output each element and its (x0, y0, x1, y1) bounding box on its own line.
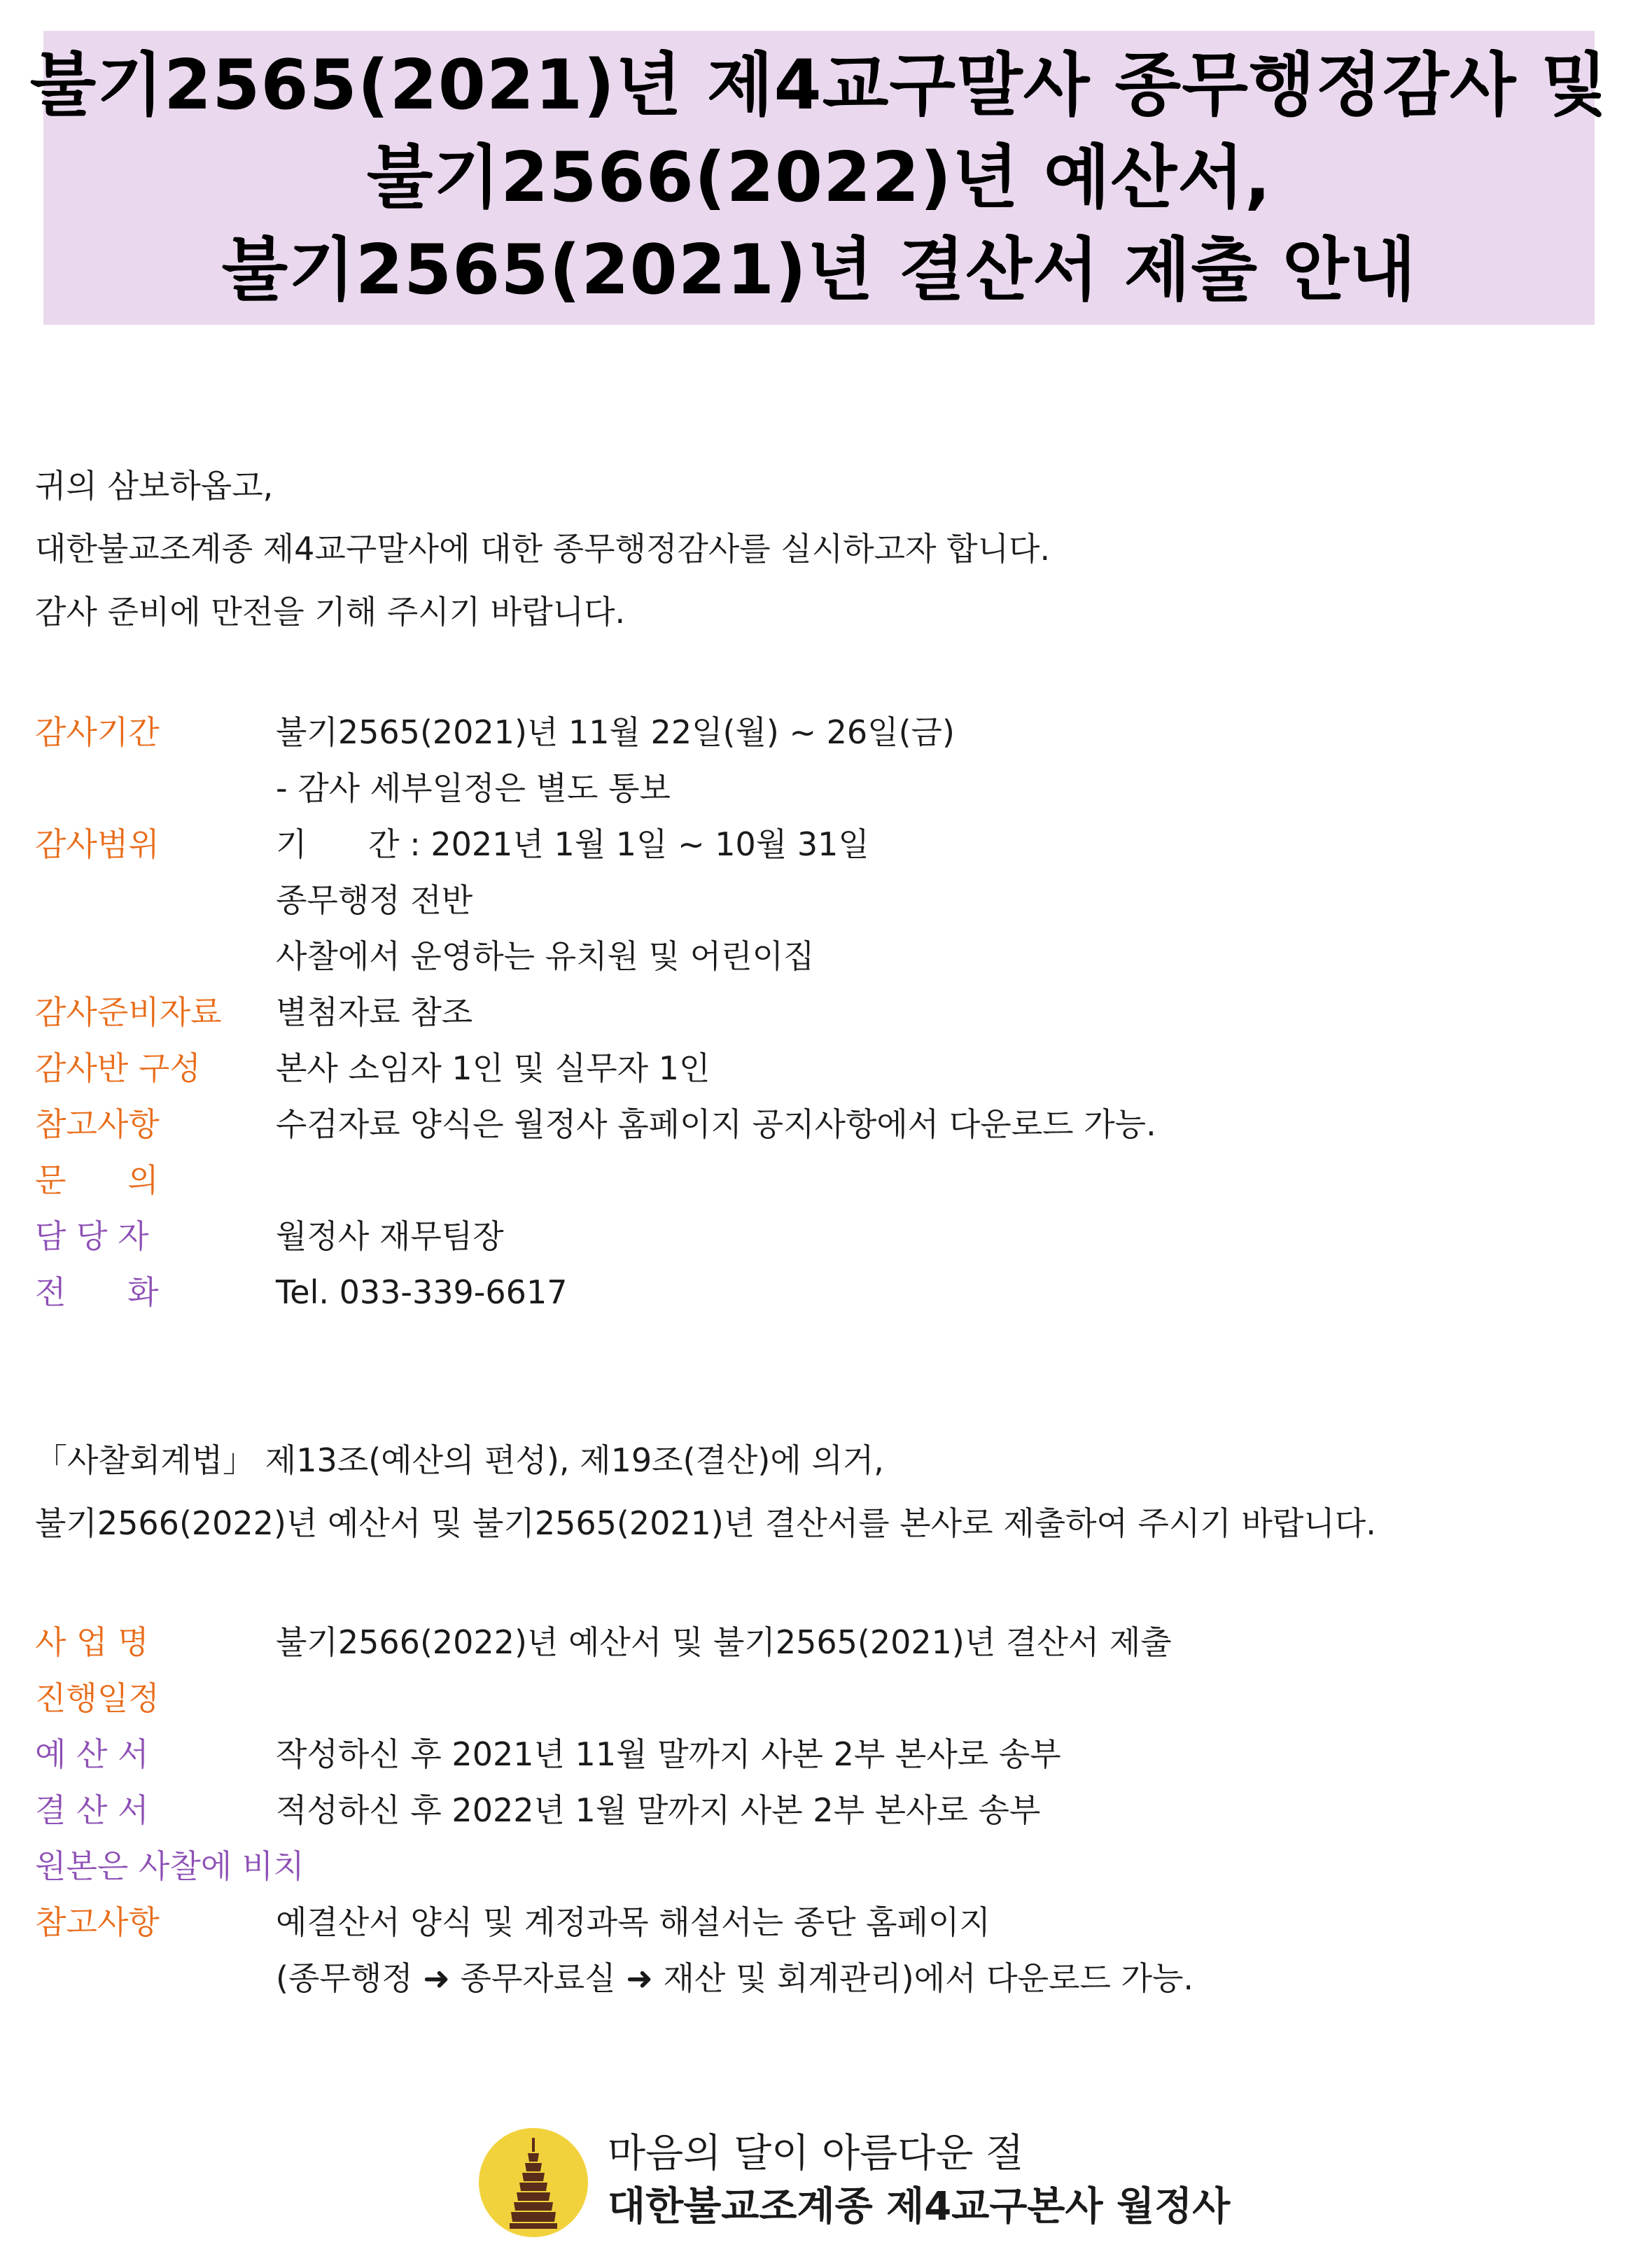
audit-notes-label: 참고사항 (35, 1105, 160, 1143)
audit-team-value: 본사 소임자 1인 및 실무자 1인 (276, 1049, 710, 1087)
audit-contact-value: 월정사 재무팀장 (276, 1217, 504, 1255)
audit-scope-line-2: 종무행정 전반 (276, 881, 473, 919)
footer-org: 대한불교조계종 제4교구본사 월정사 (608, 2184, 1231, 2230)
budget-settlement-label: 결 산 서 (35, 1791, 149, 1829)
audit-materials-label: 감사준비자료 (35, 993, 222, 1031)
intro-line-2: 대한불교조계종 제4교구말사에 대한 종무행정감사를 실시하고자 합니다. (35, 530, 1051, 568)
budget-settlement-value: 적성하신 후 2022년 1월 말까지 사본 2부 본사로 송부 (276, 1791, 1041, 1829)
title-line-1: 불기2565(2021)년 제4교구말사 종무행정감사 및 (29, 46, 1609, 125)
budget-intro-line-1: 「사찰회계법」 제13조(예산의 편성), 제19조(결산)에 의거, (35, 1441, 884, 1479)
budget-notes-label: 참고사항 (35, 1903, 160, 1941)
audit-notes-value: 수검자료 양식은 월정사 홈페이지 공지사항에서 다운로드 가능. (276, 1105, 1156, 1143)
intro-line-1: 귀의 삼보하옵고, (35, 467, 274, 505)
audit-scope-line-3: 사찰에서 운영하는 유치원 및 어린이집 (276, 937, 815, 975)
budget-notes-line-2: (종무행정 ➜ 종무자료실 ➜ 재산 및 회계관리)에서 다운로드 가능. (276, 1959, 1194, 1997)
budget-original-note: 원본은 사찰에 비치 (35, 1847, 304, 1885)
audit-period-value: 불기2565(2021)년 11월 22일(월) ~ 26일(금) (276, 713, 955, 751)
budget-project-label: 사 업 명 (35, 1623, 149, 1661)
audit-phone-label: 전 화 (35, 1273, 159, 1311)
title-line-3: 불기2565(2021)년 결산서 제출 안내 (221, 230, 1417, 310)
audit-period-note: - 감사 세부일정은 별도 통보 (276, 769, 671, 807)
budget-budget-value: 작성하신 후 2021년 11월 말까지 사본 2부 본사로 송부 (276, 1735, 1061, 1773)
audit-contact-label: 담 당 자 (35, 1217, 149, 1255)
audit-phone-value: Tel. 033-339-6617 (276, 1273, 568, 1311)
budget-intro-line-2: 불기2566(2022)년 예산서 및 불기2565(2021)년 결산서를 본사로 제출하여 주시기 바랍니다. (35, 1504, 1376, 1542)
audit-scope-label: 감사범위 (35, 825, 160, 863)
audit-inquiry-label: 문 의 (35, 1161, 159, 1199)
title-line-2: 불기2566(2022)년 예산서, (366, 138, 1272, 218)
audit-period-label: 감사기간 (35, 713, 160, 751)
audit-scope-line-1: 기 간 : 2021년 1월 1일 ~ 10월 31일 (276, 825, 869, 863)
intro-line-3: 감사 준비에 만전을 기해 주시기 바랍니다. (35, 593, 626, 631)
footer-slogan: 마음의 달이 아름다운 절 (608, 2131, 1024, 2176)
pagoda-logo-icon (479, 2128, 588, 2237)
audit-team-label: 감사반 구성 (35, 1049, 201, 1087)
budget-project-value: 불기2566(2022)년 예산서 및 불기2565(2021)년 결산서 제출 (276, 1623, 1172, 1661)
budget-notes-line-1: 예결산서 양식 및 계정과목 해설서는 종단 홈페이지 (276, 1903, 990, 1941)
footer (479, 2120, 1231, 2239)
budget-budget-label: 예 산 서 (35, 1735, 149, 1773)
audit-materials-value: 별첨자료 참조 (276, 993, 473, 1031)
title-banner (29, 31, 1609, 325)
budget-schedule-label: 진행일정 (35, 1679, 160, 1717)
